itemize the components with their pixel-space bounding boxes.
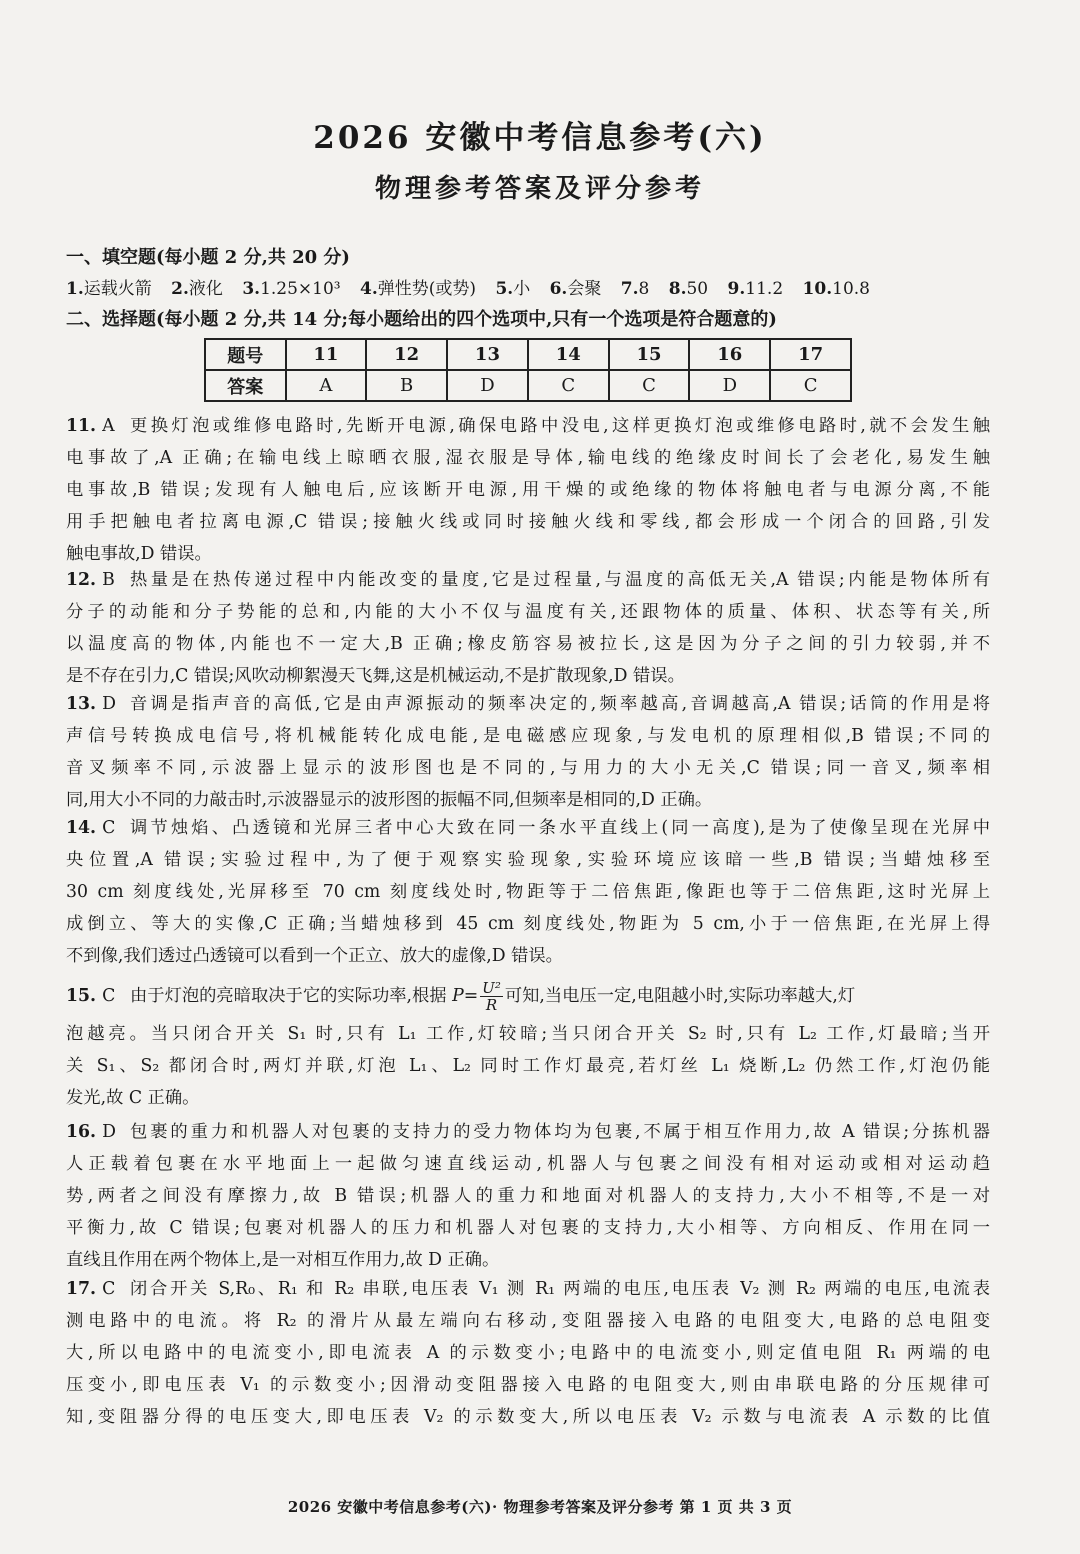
explanation-line: 势,两者之间没有摩擦力,故 B 错误;机器人的重力和地面对机器人的支持力,大小不相等,不是一对: [66, 1186, 990, 1206]
answer-cell: D: [689, 370, 770, 401]
explanation-line: 平衡力,故 C 错误;包裹对机器人的压力和机器人对包裹的支持力,大小相等、方向相反、作用在同一: [66, 1218, 990, 1238]
explanation-line: 不到像,我们透过凸透镜可以看到一个正立、放大的虚像,D 错误。: [66, 946, 563, 966]
question-number-cell: 11: [286, 339, 367, 370]
explanation-q16: [66, 1116, 990, 1276]
explanation-line: 声信号转换成电信号,将机械能转化成电能,是电磁感应现象,与发电机的原理相似,B 错误;不同的: [66, 726, 990, 746]
fill-answer: 3.1.25×10³: [242, 279, 341, 299]
question-label: 14. C: [66, 818, 116, 838]
answer-cell: C: [528, 370, 609, 401]
explanation-line: 以温度高的物体,内能也不一定大,B 正确;橡皮筋容易被拉长,这是因为分子之间的引力较弱,并不: [66, 634, 990, 654]
answer-cell: C: [770, 370, 851, 401]
fill-answer: 8.50: [668, 279, 709, 299]
explanation-line: 发光,故 C 正确。: [66, 1088, 200, 1108]
explanation-line: 央位置,A 错误;实验过程中,为了便于观察实验现象,实验环境应该暗一些,B 错误;当蜡烛移至: [66, 850, 990, 870]
question-number-cell: 17: [770, 339, 851, 370]
explanation-line: 热量是在热传递过程中内能改变的量度,它是过程量,与温度的高低无关,A 错误;内能是物体所有: [130, 570, 990, 590]
explanation-q15: [66, 974, 990, 1114]
power-formula-fraction: $\frac{\text{U²}}{R}$: [482, 979, 501, 1014]
explanation-line: 分子的动能和分子势能的总和,内能的大小不仅与温度有关,还跟物体的质量、体积、状态等有关,所: [66, 602, 990, 622]
fill-answer: 9.11.2: [727, 279, 784, 299]
explanation-line: 音调是指声音的高低,它是由声源振动的频率决定的,频率越高,音调越高,A 错误;话筒的作用是将: [130, 694, 990, 714]
question-label: 15. C: [66, 986, 116, 1006]
question-number-cell: 12: [366, 339, 447, 370]
explanation-line: 知,变阻器分得的电压变大,即电压表 V₂ 的示数变大,所以电压表 V₂ 示数与电流表 A 示数的比值: [66, 1407, 990, 1427]
explanation-line: 测电路中的电流。将 R₂ 的滑片从最左端向右移动,变阻器接入电路的电阻变大,电路的总电阻变: [66, 1311, 990, 1331]
explanation-line: 用手把触电者拉离电源,C 错误;接触火线或同时接触火线和零线,都会形成一个闭合的回路,引发: [66, 512, 990, 532]
fill-answer: 7.8: [620, 279, 650, 299]
explanation-line: 30 cm 刻度线处,光屏移至 70 cm 刻度线处时,物距等于二倍焦距,像距也等于二倍焦距,这时光屏上: [66, 882, 990, 902]
fill-answer: 10.10.8: [802, 279, 870, 299]
explanation-line: 触电事故,D 错误。: [66, 544, 212, 564]
choice-answer-table: [204, 338, 852, 402]
fill-blank-answers: [66, 274, 884, 299]
explanation-line: 压变小,即电压表 V₁ 的示数变小;因滑动变阻器接入电路的电阻变大,则由串联电路的分压规律可: [66, 1375, 990, 1395]
answer-cell: D: [447, 370, 528, 401]
question-label: 16. D: [66, 1122, 116, 1142]
section1-heading: 一、填空题(每小题 2 分,共 20 分): [66, 247, 350, 268]
explanation-q11: [66, 410, 990, 570]
explanation-line-with-formula: 由于灯泡的亮暗取决于它的实际功率,根据 P= $\frac{\text{U²}}{R}$ 可知,当电压一定,电阻越小时,实际功率越大,灯: [130, 979, 856, 1014]
explanation-q17: [66, 1273, 990, 1433]
question-number-cell: 15: [609, 339, 690, 370]
question-number-cell: 14: [528, 339, 609, 370]
page-subtitle: 物理参考答案及评分参考: [374, 174, 705, 204]
explanation-line: 同,用大小不同的力敲击时,示波器显示的波形图的振幅不同,但频率是相同的,D 正确。: [66, 790, 713, 810]
explanation-line: 直线且作用在两个物体上,是一对相互作用力,故 D 正确。: [66, 1250, 500, 1270]
explanation-line: 更换灯泡或维修电路时,先断开电源,确保电路中没电,这样更换灯泡或维修电路时,就不会发生触: [130, 416, 990, 436]
explanation-line: 成倒立、等大的实像,C 正确;当蜡烛移到 45 cm 刻度线处,物距为 5 cm,小于一倍焦距,在光屏上得: [66, 914, 990, 934]
explanation-line: 包裹的重力和机器人对包裹的支持力的受力物体均为包裹,不属于相互作用力,故 A 错误;分拣机器: [130, 1122, 990, 1142]
explanation-q13: [66, 688, 990, 816]
answer-cell: B: [366, 370, 447, 401]
section2-heading: 二、选择题(每小题 2 分,共 14 分;每小题给出的四个选项中,只有一个选项是符合题意的): [66, 309, 777, 330]
explanation-line: 调节烛焰、凸透镜和光屏三者中心大致在同一条水平直线上(同一高度),是为了使像呈现在光屏中: [130, 818, 990, 838]
row-header: 题号: [205, 339, 286, 370]
page-footer: 2026 安徽中考信息参考(六)· 物理参考答案及评分参考 第 1 页 共 3 页: [287, 1498, 793, 1516]
question-label: 13. D: [66, 694, 116, 714]
table-row: [205, 370, 851, 401]
fill-answer: 2.液化: [171, 279, 223, 299]
explanation-line: 大,所以电路中的电流变小,即电流表 A 的示数变小;电路中的电流变小,则定值电阻 R₁ 两端的电: [66, 1343, 990, 1363]
question-number-cell: 13: [447, 339, 528, 370]
explanation-line: 是不存在引力,C 错误;风吹动柳絮漫天飞舞,这是机械运动,不是扩散现象,D 错误。: [66, 666, 685, 686]
table-row: [205, 339, 851, 370]
question-label: 12. B: [66, 570, 115, 590]
explanation-line: 闭合开关 S,R₀、R₁ 和 R₂ 串联,电压表 V₁ 测 R₁ 两端的电压,电压表 V₂ 测 R₂ 两端的电压,电流表: [130, 1279, 990, 1299]
question-label: 11. A: [66, 416, 115, 436]
page-title: 2026 安徽中考信息参考(六): [313, 120, 767, 156]
fill-answer: 5.小: [495, 279, 531, 299]
answer-cell: A: [286, 370, 367, 401]
explanation-q14: [66, 812, 990, 972]
explanation-line: 人正载着包裹在水平地面上一起做匀速直线运动,机器人与包裹之间没有相对运动或相对运动趋: [66, 1154, 990, 1174]
fill-answer: 6.会聚: [549, 279, 602, 299]
explanation-line: 泡越亮。当只闭合开关 S₁ 时,只有 L₁ 工作,灯较暗;当只闭合开关 S₂ 时,只有 L₂ 工作,灯最暗;当开: [66, 1024, 990, 1044]
explanation-q12: [66, 564, 990, 692]
fill-answer: 1.运载火箭: [66, 279, 152, 299]
explanation-line: 音叉频率不同,示波器上显示的波形图也是不同的,与用力的大小无关,C 错误;同一音叉,频率相: [66, 758, 990, 778]
explanation-line: 关 S₁、S₂ 都闭合时,两灯并联,灯泡 L₁、L₂ 同时工作灯最亮,若灯丝 L₁ 烧断,L₂ 仍然工作,灯泡仍能: [66, 1056, 990, 1076]
explanation-line: 电事故,B 错误;发现有人触电后,应该断开电源,用干燥的或绝缘的物体将触电者与电源分离,不能: [66, 480, 990, 500]
power-formula-lhs: P=: [452, 986, 479, 1006]
fill-answer: 4.弹性势(或势): [360, 279, 477, 299]
row-header: 答案: [205, 370, 286, 401]
explanation-line: 电事故了,A 正确;在输电线上晾晒衣服,湿衣服是导体,输电线的绝缘皮时间长了会老化,易发生触: [66, 448, 990, 468]
question-number-cell: 16: [689, 339, 770, 370]
question-label: 17. C: [66, 1279, 116, 1299]
answer-cell: C: [609, 370, 690, 401]
